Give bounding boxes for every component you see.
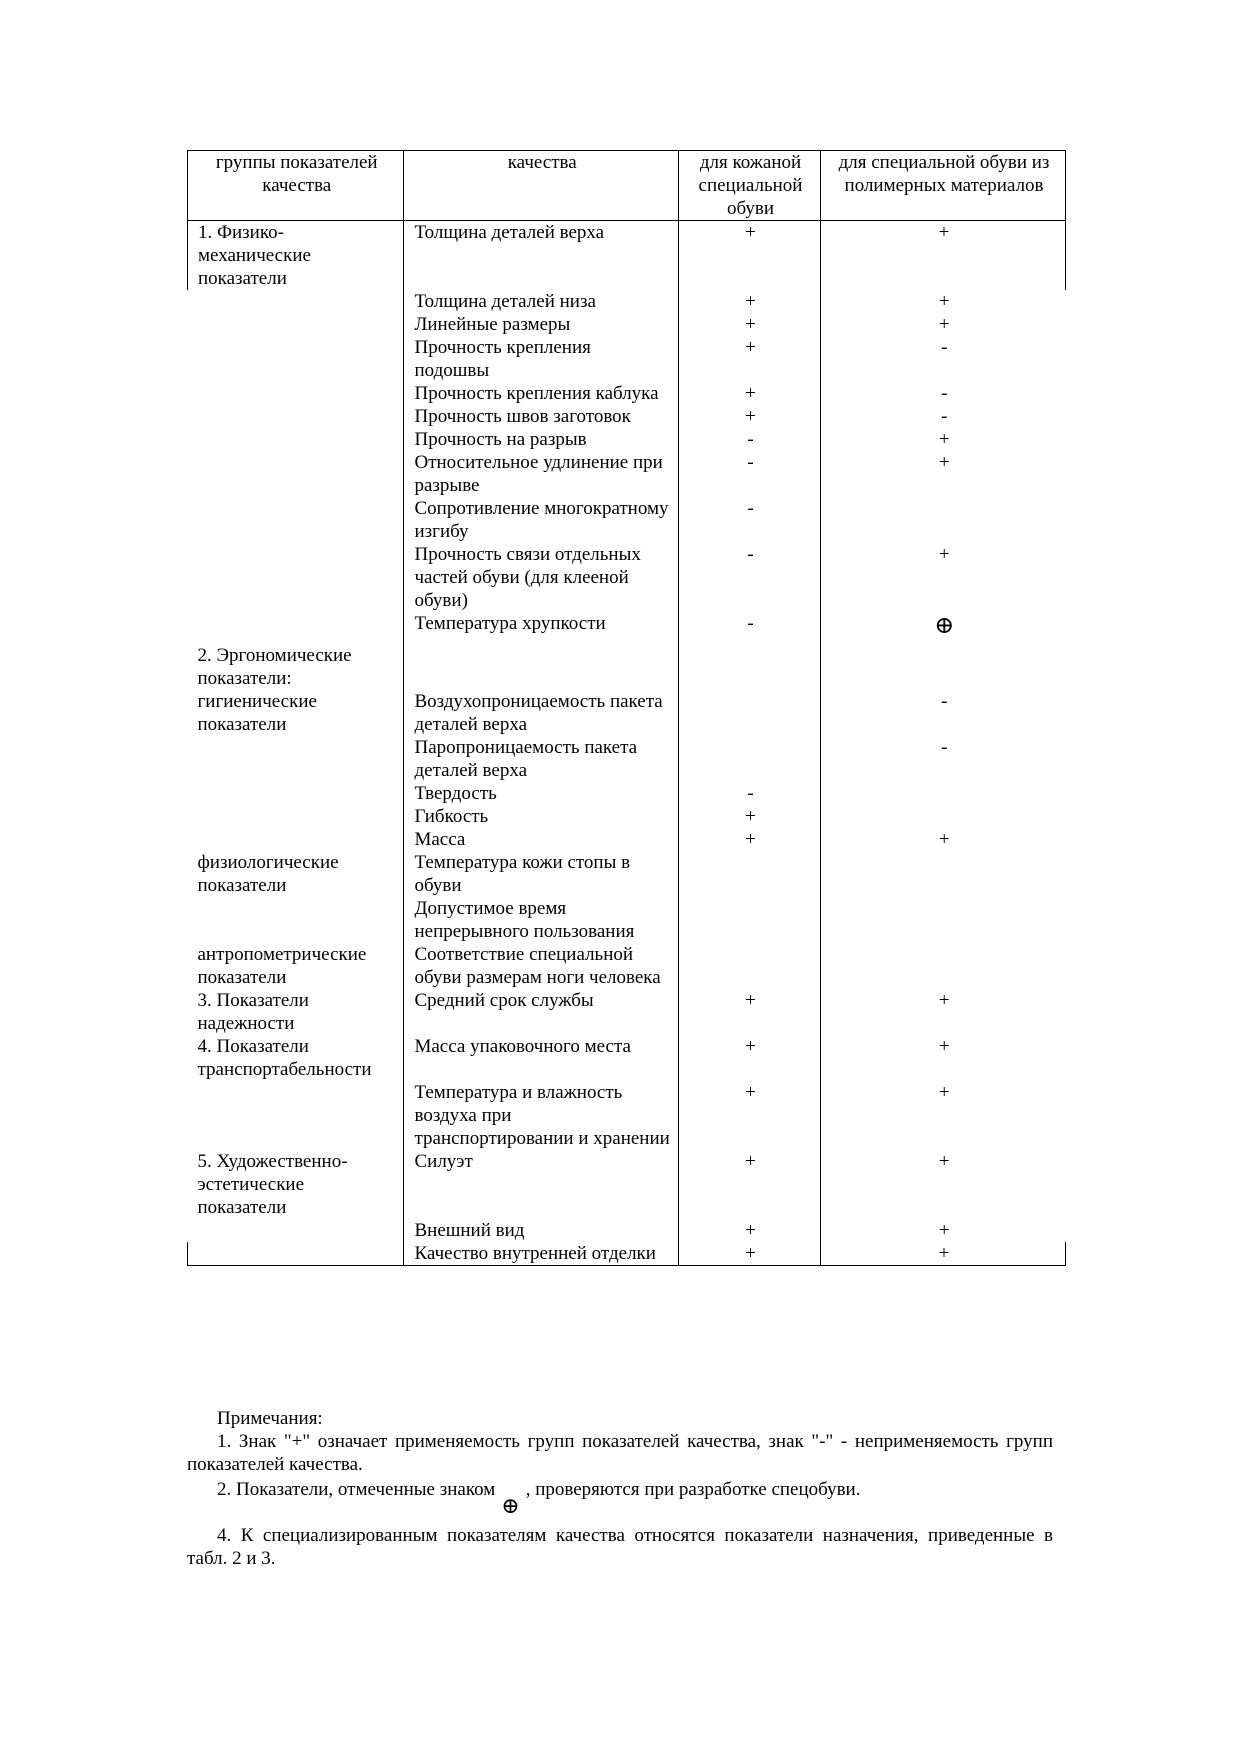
indicator-cell: Масса упаковочного места: [404, 1035, 678, 1081]
header-polymer: для специальной обуви из полимерных материалов: [821, 151, 1066, 221]
leather-cell: -: [678, 428, 820, 451]
group-cell: 5. Художественно-эстетические показатели: [197, 1151, 348, 1218]
group-cell: [188, 897, 404, 943]
header-indicators: качества: [404, 151, 678, 221]
table-row: [188, 805, 1066, 828]
group-cell: [188, 736, 404, 782]
note-2-text-end: , проверяются при разработке спецобуви.: [525, 1479, 861, 1500]
leather-cell: -: [678, 497, 820, 543]
table-row: [188, 428, 1066, 451]
indicator-cell: Прочность крепления подошвы: [404, 336, 678, 382]
leather-cell: -: [678, 612, 820, 636]
group-cell: [188, 405, 404, 428]
leather-cell: [678, 897, 820, 943]
polymer-cell: [821, 612, 1066, 639]
indicator-cell: Прочность швов заготовок: [404, 405, 678, 428]
indicator-cell: Линейные размеры: [404, 313, 678, 336]
indicator-cell: Воздухопроницаемость пакета деталей верха: [404, 690, 678, 736]
notes-title: Примечания:: [217, 1408, 323, 1429]
indicator-cell: Относительное удлинение при разрыве: [404, 451, 678, 497]
group-cell: 3. Показатели надежности: [197, 990, 309, 1034]
polymer-cell: +: [938, 1151, 950, 1172]
table-row: [188, 690, 1066, 736]
leather-cell: [678, 636, 820, 690]
indicator-cell: Температура и влажность воздуха при транспортировании и хранении: [404, 1081, 678, 1150]
table-row: [188, 828, 1066, 851]
leather-cell: +: [678, 805, 820, 828]
table-row: [188, 1219, 1066, 1242]
leather-cell: +: [678, 405, 820, 428]
polymer-cell: -: [941, 737, 948, 758]
group-cell: [188, 290, 404, 313]
note-1: 1. Знак "+" означает применяемость групп показателей качества, знак "-" - неприменяемость групп показателей качества.: [187, 1431, 1053, 1475]
indicator-cell: Твердость: [404, 782, 678, 805]
polymer-cell: +: [938, 1082, 950, 1103]
group-cell: [188, 313, 404, 336]
indicator-cell: Гибкость: [404, 805, 678, 828]
group-cell: 1. Физико-механические показатели: [188, 221, 404, 291]
polymer-cell: +: [938, 291, 950, 312]
indicator-cell: Температура хрупкости: [404, 612, 678, 636]
group-cell: [188, 1219, 404, 1242]
table-row: [188, 851, 1066, 897]
group-cell: [188, 382, 404, 405]
group-cell: [188, 451, 404, 497]
indicator-cell: Толщина деталей верха: [404, 221, 678, 291]
indicator-cell: Прочность связи отдельных частей обуви (для клееной обуви): [404, 543, 678, 612]
indicator-cell: Паропроницаемость пакета деталей верха: [404, 736, 678, 782]
leather-cell: +: [678, 1035, 820, 1081]
group-cell: антропометрические показатели: [197, 944, 367, 988]
indicator-cell: Толщина деталей низа: [404, 290, 678, 313]
group-cell: физиологические показатели: [197, 852, 339, 896]
polymer-cell: +: [938, 314, 950, 335]
leather-cell: +: [678, 1081, 820, 1150]
polymer-cell: +: [938, 544, 950, 565]
indicator-cell: Масса: [404, 828, 678, 851]
polymer-cell: +: [938, 452, 950, 473]
polymer-cell: -: [941, 383, 948, 404]
table-row: [188, 497, 1066, 543]
indicator-cell: Средний срок службы: [404, 989, 678, 1035]
notes-section: [187, 1407, 1053, 1570]
polymer-cell: +: [821, 221, 1066, 291]
table-row: [188, 290, 1066, 313]
table-row: [188, 897, 1066, 943]
leather-cell: +: [678, 1219, 820, 1242]
table-row: [188, 313, 1066, 336]
quality-indicators-table: [187, 150, 1066, 1266]
table-row: [188, 612, 1066, 636]
table-row: [188, 636, 1066, 690]
indicator-cell: [404, 636, 678, 690]
group-cell: [188, 1242, 404, 1266]
polymer-cell: -: [941, 337, 948, 358]
group-cell: [188, 543, 404, 612]
indicator-cell: Соответствие специальной обуви размерам ноги человека: [404, 943, 678, 989]
polymer-cell: +: [821, 1242, 1066, 1266]
leather-cell: +: [678, 382, 820, 405]
table-row: [188, 736, 1066, 782]
group-cell: [188, 497, 404, 543]
leather-cell: +: [678, 221, 820, 291]
leather-cell: [678, 690, 820, 736]
table-row: [188, 1035, 1066, 1081]
polymer-cell: +: [938, 990, 950, 1011]
group-cell: [188, 828, 404, 851]
leather-cell: +: [678, 1242, 820, 1266]
table-row: [188, 989, 1066, 1035]
leather-cell: -: [678, 782, 820, 805]
leather-cell: +: [678, 1150, 820, 1219]
leather-cell: +: [678, 313, 820, 336]
leather-cell: -: [678, 543, 820, 612]
group-cell: [188, 805, 404, 828]
note-2-text: 2. Показатели, отмеченные знаком: [217, 1479, 496, 1500]
leather-cell: +: [678, 336, 820, 382]
circled-plus-icon: ⊕: [501, 1493, 520, 1518]
leather-cell: +: [678, 989, 820, 1035]
polymer-cell: +: [938, 429, 950, 450]
group-cell: 2. Эргономические показатели:: [197, 645, 352, 689]
group-cell: гигиенические показатели: [197, 691, 317, 735]
header-groups: группы показателей качества: [188, 151, 404, 221]
indicator-cell: Силуэт: [404, 1150, 678, 1219]
table-row: [188, 405, 1066, 428]
group-cell: [188, 782, 404, 805]
table-row: [188, 382, 1066, 405]
polymer-cell: -: [941, 691, 948, 712]
leather-cell: -: [678, 451, 820, 497]
indicator-cell: Качество внутренней отделки: [404, 1242, 678, 1266]
indicator-cell: Допустимое время непрерывного пользования: [404, 897, 678, 943]
polymer-cell: [821, 897, 1066, 943]
table-row: [188, 451, 1066, 497]
polymer-cell: [821, 636, 1066, 690]
table-header-row: [188, 151, 1066, 221]
indicator-cell: Прочность крепления каблука: [404, 382, 678, 405]
header-leather: для кожаной специальной обуви: [678, 151, 820, 221]
group-cell: [188, 428, 404, 451]
polymer-cell: [821, 782, 1066, 805]
leather-cell: +: [678, 828, 820, 851]
table-row: [188, 336, 1066, 382]
indicator-cell: Прочность на разрыв: [404, 428, 678, 451]
table-row: [188, 943, 1066, 989]
table-row: [188, 1242, 1066, 1266]
table-row: [188, 543, 1066, 612]
circled-plus-icon: ⊕: [934, 613, 955, 639]
polymer-cell: [821, 805, 1066, 828]
polymer-cell: [821, 497, 1066, 543]
polymer-cell: [821, 851, 1066, 897]
leather-cell: [678, 736, 820, 782]
group-cell: [188, 336, 404, 382]
polymer-cell: -: [941, 406, 948, 427]
table-row: [188, 221, 1066, 291]
group-cell: [188, 612, 404, 636]
polymer-cell: [821, 943, 1066, 989]
table-row: [188, 1081, 1066, 1150]
polymer-cell: +: [938, 829, 950, 850]
indicator-cell: Внешний вид: [404, 1219, 678, 1242]
note-4: 4. К специализированным показателям качества относятся показатели назначения, приведенные в табл. 2 и 3.: [187, 1525, 1053, 1569]
polymer-cell: +: [938, 1036, 950, 1057]
group-cell: [188, 1081, 404, 1150]
polymer-cell: +: [938, 1220, 950, 1241]
indicator-cell: Сопротивление многократному изгибу: [404, 497, 678, 543]
leather-cell: [678, 851, 820, 897]
indicator-cell: Температура кожи стопы в обуви: [404, 851, 678, 897]
leather-cell: +: [678, 290, 820, 313]
table-row: [188, 782, 1066, 805]
leather-cell: [678, 943, 820, 989]
group-cell: 4. Показатели транспортабельности: [197, 1036, 372, 1080]
table-row: [188, 1150, 1066, 1219]
note-2: [187, 1476, 1053, 1518]
